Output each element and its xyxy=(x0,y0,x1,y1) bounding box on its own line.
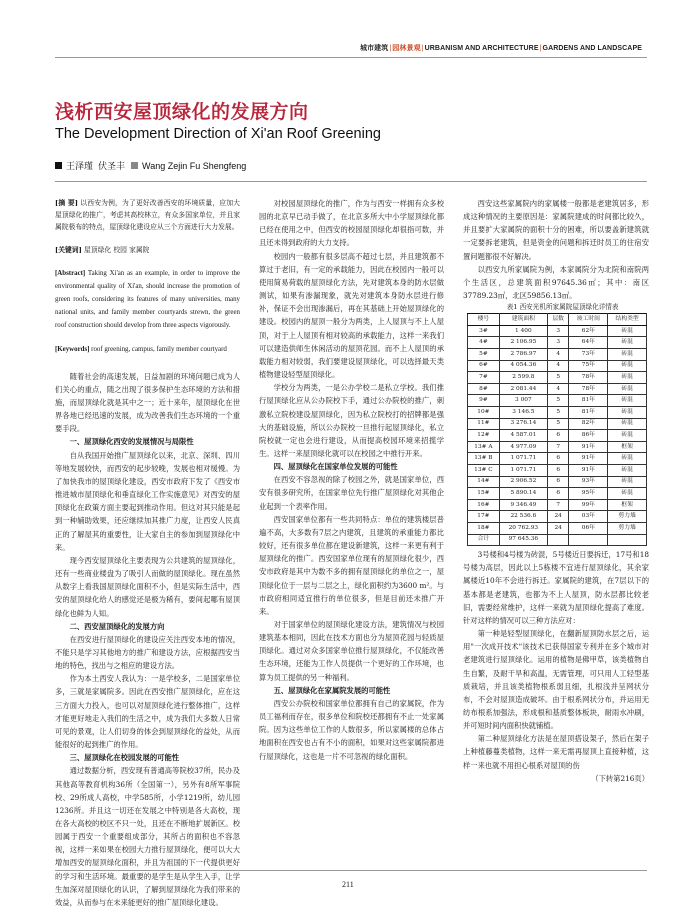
table-cell: 砖混 xyxy=(608,349,647,361)
table-row xyxy=(468,476,647,488)
table-cell: 13# A xyxy=(468,441,500,453)
table-cell: 6 xyxy=(547,453,569,465)
paragraph: 学校分为两类，一是公办学校二是私立学校。我们推行屋顶绿化应从公办院校下手，通过公办院校的推广，刺激私立院校建设屋顶绿化，因为私立院校打的招牌都是强大的基础设施，所以公办院校一旦推行起屋顶绿化，私立院校就一定也会进行建设，从而提高校园环境来招揽学生。这样一来屋顶绿化就可以在校园之中推行开来。 xyxy=(259,383,444,458)
table-row xyxy=(468,511,647,523)
table-cell: 4 587.01 xyxy=(499,430,547,442)
table-cell: 砖混 xyxy=(608,325,647,337)
page-number: 211 xyxy=(342,880,354,889)
table-cell: 18# xyxy=(468,522,500,534)
table-cell: 24 xyxy=(547,522,569,534)
table-cell: 64年 xyxy=(569,337,608,349)
table-cell: 7# xyxy=(468,372,500,384)
table-cell: 剪力墙 xyxy=(608,511,647,523)
abstract-en xyxy=(55,267,240,333)
table-cell: 81年 xyxy=(569,407,608,419)
header-rule xyxy=(55,57,647,58)
data-table xyxy=(467,313,647,546)
table-row xyxy=(468,360,647,372)
authors xyxy=(55,159,246,172)
column-2 xyxy=(259,197,444,761)
abstract-cn xyxy=(55,197,240,234)
table-cell: 2 081.44 xyxy=(499,383,547,395)
table-cell xyxy=(608,534,647,546)
table-row xyxy=(468,383,647,395)
paragraph: 自从我国开始推广屋顶绿化以来，北京、深圳、四川等地发展较快，而西安的起步较晚，发展也相对缓慢。为了加快我市的屋顶绿化建设，西安市政府下发了《西安市推进城市屋顶绿化和垂直绿化工作实施意见》对西安的屋顶绿化在政策方面主要起到推动作用。但这对其只能是起到一种辅助效果，还应继续加其推广力度，让西安人民真正的了解屋其的重要性，让大家自主的参加到屋顶绿化中来。 xyxy=(55,450,240,552)
table-cell: 框架 xyxy=(608,441,647,453)
table-cell: 5 xyxy=(547,418,569,430)
table-cell: 1 071.71 xyxy=(499,464,547,476)
table-cell: 17# xyxy=(468,511,500,523)
table-cell xyxy=(547,534,569,546)
table-cell: 剪力墙 xyxy=(608,522,647,534)
table-header-row xyxy=(468,314,647,326)
table-cell: 14# xyxy=(468,476,500,488)
table-cell: 砖混 xyxy=(608,372,647,384)
paragraph: 西安国家单位都有一些共同特点：单位的建筑楼层普遍不高，大多数有7层之内建筑，且建筑的承重能力都比较好，还有很多单位都在建设新建筑，这样一来更有利于屋顶绿化的推广。西安国家单位现有的屋顶绿化很少，西安市政府是其中为数不多的拥有屋顶绿化的单位之一，屋顶绿化位于一层与二层之上，绿化面积约为3600 m²。与市政府相同适宜推行的单位很多，但是目前还未推广开来。 xyxy=(259,514,444,616)
table-row xyxy=(468,395,647,407)
abstract-cn-text: 以西安为例，为了更好改善西安的环境质量，应加大屋顶绿化的推广，考虑其高校林立，有众多国家单位，并且家属院极布的特点，屋顶绿化建设应从三个方面进行大力发展。 xyxy=(55,199,240,232)
square-bullet-icon xyxy=(131,162,138,169)
table-cell: 7 xyxy=(547,441,569,453)
table-cell: 砖混 xyxy=(608,476,647,488)
header-section-cn-1: 城市建筑 xyxy=(359,45,389,52)
table-cell: 框架 xyxy=(608,499,647,511)
table-cell: 91年 xyxy=(569,453,608,465)
table-cell: 5# xyxy=(468,349,500,361)
table-cell: 4 xyxy=(547,383,569,395)
table-cell: 20 762.93 xyxy=(499,522,547,534)
section-heading-3: 三、屋顶绿化在校园发展的可能性 xyxy=(69,753,180,763)
table-cell: 82年 xyxy=(569,418,608,430)
table-cell: 3 xyxy=(547,337,569,349)
title-rule xyxy=(55,181,647,182)
paragraph: 作为本土西安人我认为：一是学校多，二是国家单位多，三就是家属院多。因此在西安推广屋顶绿化，应在这三方面大力投入，也可以对屋顶绿化进行整体推广，这样才能更好地走入我们的生活之中，成为我们大多数人日常可见的景观，让人们切身的体会到屋顶绿化的益处，从而能很好的起到推广的作用。 xyxy=(55,674,240,750)
table-cell xyxy=(569,534,608,546)
keywords-cn-text: 屋顶绿化 校园 家属院 xyxy=(81,245,150,254)
table-cell: 6 xyxy=(547,430,569,442)
title-en: The Development Direction of Xi'an Roof Greening xyxy=(55,126,381,142)
table-cell: 15# xyxy=(468,488,500,500)
section-heading-5: 五、屋顶绿化在家属院发展的可能性 xyxy=(273,685,391,695)
paragraph: 西安这些家属院内的家属楼一般都是老建筑居多，形成这种情况的主要原因是：家属院建成的时间都比较久，并且要扩大家属院的面积十分的困难，所以要盖新建筑就一定要拆老建筑，但是资金的问题和拆迁时员工的住宿安置问题都很不好解决。 xyxy=(463,199,649,261)
table-cell: 1 400 xyxy=(499,325,547,337)
table-row xyxy=(468,499,647,511)
table-header-cell: 楼号 xyxy=(468,314,500,326)
table-cell: 砖混 xyxy=(608,360,647,372)
table-row xyxy=(468,441,647,453)
continued-note: （下转第216页） xyxy=(591,773,649,783)
table-cell: 95年 xyxy=(569,488,608,500)
table-row xyxy=(468,534,647,546)
square-bullet-icon xyxy=(55,162,62,169)
table-header-cell: 竣工时间 xyxy=(569,314,608,326)
table-cell: 03年 xyxy=(569,511,608,523)
table-cell: 4 977.09 xyxy=(499,441,547,453)
paragraph: 现今西安屋顶绿化主要表现为公共建筑的屋顶绿化，还有一些商业楼盘为了吸引人而做的屋顶绿化。现在虽然从数字上看我国屋顶绿化面积不小，但是实际生活中，西安的屋顶绿化给人的感觉还是极为稀有，要间起哪有屋顶绿化也鲜为人知。 xyxy=(55,555,240,618)
author-cn-1: 王泽瑾 xyxy=(66,161,94,171)
author-cn-2: 伏圣丰 xyxy=(98,161,126,171)
table-cell: 3 146.5 xyxy=(499,407,547,419)
table-row xyxy=(468,407,647,419)
table-row xyxy=(468,453,647,465)
table-cell: 06年 xyxy=(569,522,608,534)
table-cell: 2 906.52 xyxy=(499,476,547,488)
table-cell: 12# xyxy=(468,430,500,442)
table-cell: 砖混 xyxy=(608,430,647,442)
paragraph: 在西安不容忽视的除了校园之外，就是国家单位，西安有很多研究所，在国家单位先行推广屋顶绿化对其他企业起到一个表率作用。 xyxy=(259,475,444,511)
column-1 xyxy=(55,197,240,907)
paragraph: 对校园屋顶绿化的推广，作为与西安一样拥有众多校园的北京早已动手做了，在北京多所大中小学屋顶绿化都已经在使用之中，但西安的校园屋顶绿化却很指可数，并且还未得到政府的大力支持。 xyxy=(259,199,444,248)
table-cell: 6 xyxy=(547,464,569,476)
header-section-en-1: URBANISM AND ARCHITECTURE xyxy=(424,45,539,52)
table-cell: 砖混 xyxy=(608,337,647,349)
table-cell: 1 071.71 xyxy=(499,453,547,465)
table-cell: 24 xyxy=(547,511,569,523)
table-cell: 5 xyxy=(547,395,569,407)
table-cell: 13# C xyxy=(468,464,500,476)
table-caption: 表1 西安光机所家属院屋顶绿化详情表 xyxy=(506,303,619,312)
table-cell: 砖混 xyxy=(608,418,647,430)
table-cell: 73年 xyxy=(569,349,608,361)
table-row xyxy=(468,430,647,442)
paragraph: 校园内一般都有很多层高不超过七层，并且建筑都不算过于老旧，有一定的承载能力，因此在校园内一般可以使用简易荷载的屋顶绿化方法，先对建筑本身的防水层做测试，如果有渗漏现象，就先对建筑本身防水层进行修补，保证不会出现渗漏后，再在其基础上开始屋顶绿化的建设。校园内的屋顶一般分为两类，上人屋顶与不上人屋顶，对于上人屋顶有相对较高的承载能力，这样一来我们可以建造供师生休闲活动的屋顶花园。而不上人屋顶的承载能力相对较弱，我们要建设屋顶绿化，可以选择最天类植物建设轻型屋顶绿化。 xyxy=(259,251,444,380)
paragraph: 第一种是轻型屋顶绿化，在翻新屋顶防水层之后，运用"一次成开技术"该技术已获得国家专利并在多个城市对老建筑进行屋顶绿化。运用的植物是佛甲草，该类植物自生自繁，及耐干旱和高温，无需管理，可只用人工轻型基质栽培，并且该类植物根系弱且细，扎根浅并呈网状分布，不会对屋顶造成破坏。由于根系网状分布，并运用无纺布根系加强法，形成根和基质整体板块，耐雨水冲刷，并可短时间内面积快就铺植。 xyxy=(463,629,649,731)
section-heading-4: 四、屋顶绿化在国家单位发展的可能性 xyxy=(273,462,398,472)
table-cell: 22 536.6 xyxy=(499,511,547,523)
table-cell: 6 xyxy=(547,488,569,500)
keywords-en xyxy=(55,343,240,356)
table-cell: 13# B xyxy=(468,453,500,465)
table-cell: 6 xyxy=(547,476,569,488)
table-header-cell: 层数 xyxy=(547,314,569,326)
table-cell: 8# xyxy=(468,383,500,395)
abstract-en-text: Taking Xi'an as an example, in order to improve the environmental quality of Xi'an, should increase the promotion of green roofs, considering its features of many universities, many national units, and family member courtyards strewn, the green roof construction should develop from three aspects vigorously. xyxy=(55,269,240,330)
table-row xyxy=(468,522,647,534)
table-cell: 4 054.36 xyxy=(499,360,547,372)
table-cell: 91年 xyxy=(569,464,608,476)
keywords-cn xyxy=(55,244,240,257)
section-heading-1: 一、屋顶绿化西安的发展情况与局限性 xyxy=(69,437,194,447)
intro-paragraph: 随着社会的高速发展，日益加剧的环境问题已成为人们关心的重点，随之出现了很多保护生态环境的方法和措施，而屋顶绿化就是其中之一；近十来年，屋顶绿化在世界各地已经迅速的发展，成为改善我们生态环境的一个重要手段。 xyxy=(55,371,240,434)
keywords-en-text: roof greening, campus, family member courtyard xyxy=(89,345,227,353)
table-cell: 97 645.36 xyxy=(499,534,547,546)
table-cell: 砖混 xyxy=(608,395,647,407)
table-cell: 3 276.14 xyxy=(499,418,547,430)
paragraph: 以西安九所家属院为例，本家属院分为北院和南院两个生活区，总建筑面积97645.36㎡；其中：南区37789.23㎡，北区59856.13㎡。 xyxy=(463,264,649,301)
table-cell: 砖混 xyxy=(608,383,647,395)
table-cell: 砖混 xyxy=(608,488,647,500)
keywords-cn-label: [关键词] xyxy=(55,245,82,254)
table-row xyxy=(468,337,647,349)
table-cell: 3 xyxy=(547,325,569,337)
footer-rule xyxy=(55,870,647,871)
paragraph: 对于国家单位的屋顶绿化建设方法，建筑情况与校园建筑基本相同，因此在技术方面也分为屋顶花园与轻质屋顶绿化。通过对众多国家单位推行屋顶绿化，不仅能改善生态环境，还能为工作人员提供一个更好的工作环境，也算为员工提供的另一种福利。 xyxy=(259,620,444,682)
table-cell: 4# xyxy=(468,337,500,349)
table-cell: 2 786.97 xyxy=(499,349,547,361)
table-row xyxy=(468,464,647,476)
table-header-cell: 结构类型 xyxy=(608,314,647,326)
table-cell: 78年 xyxy=(569,383,608,395)
table-row xyxy=(468,418,647,430)
table-cell: 91年 xyxy=(569,441,608,453)
table-row xyxy=(468,325,647,337)
table-cell: 3 007 xyxy=(499,395,547,407)
section-heading-2: 二、西安屋顶绿化的发展方向 xyxy=(69,621,165,631)
table-cell: 7 xyxy=(547,499,569,511)
table-cell: 5 xyxy=(547,372,569,384)
table-cell: 2 106.95 xyxy=(499,337,547,349)
paragraph: 西安公办院校和国家单位都拥有自己的家属院，作为员工福利而存在，很多单位和院校还都拥有不止一处家属院。因为这些单位工作的人数很多，所以家属楼的总体占地面积在西安也占有不小的面积，如果对这些家属院都进行屋顶绿化，这也是一片不可忽视的绿化面积。 xyxy=(259,698,444,761)
paragraph: 通过数据分析，西安现有普通高等院校37所，民办及其他高等教育机构36所（全国第一），另外有8所军事院校、29所成人高校，中学585所，小学1219所，幼儿园1236所。并且这一切还在发展之中特别是各大高校，现在各大高校的校区不只一处，且还在不断地扩展新区。校园属于西安一个重要组成部分，其所占的面积也不容忽视，这样一来如果在校园大力推行屋顶绿化，便可以大大增加西安的屋顶绿化面积，并且为祖国的下一代提供更好的学习和生活环境。最重要的是学生是从学生入手，让学生加深对屋顶绿化的认识，了解到屋顶绿化为我们带来的效益，从而参与在未来能更好的推广屋顶绿化建设。 xyxy=(55,766,240,907)
running-header: 城市建筑|园林景观|URBANISM AND ARCHITECTURE|GARDENS AND LANDSCAPE xyxy=(359,45,642,52)
keywords-en-label: [Keywords] xyxy=(55,345,90,353)
table-cell: 4 xyxy=(547,349,569,361)
table-cell: 62年 xyxy=(569,325,608,337)
paragraph: 3号楼和4号楼为砖混，5号楼近日要拆迁，17号和18号楼为高层，因此以上5栋楼不宜进行屋顶绿化，其余家属楼近10年不会进行拆迁。家属院的建筑，在7层以下的基本都是老建筑，也都为不上人屋顶，防水层都比较老旧，需要经常维护，这样一来就为屋顶绿化提高了难度。针对这样的情况可以三种方法应对： xyxy=(463,550,649,625)
table-cell: 86年 xyxy=(569,430,608,442)
column-3 xyxy=(463,197,649,785)
table-cell: 75年 xyxy=(569,360,608,372)
table-cell: 砖混 xyxy=(608,464,647,476)
table-cell: 81年 xyxy=(569,395,608,407)
paragraph: 第二种屋顶绿化方法是在屋顶搭设架子，然后在架子上种植藤蔓类植物，这样一来无需再屋顶上直接种植，这样一来也就不用担心根系对屋顶的伤 xyxy=(463,734,649,770)
table-cell: 合计 xyxy=(468,534,500,546)
table-cell: 93年 xyxy=(569,476,608,488)
table-cell: 5 890.14 xyxy=(499,488,547,500)
table-header-cell: 建筑面积 xyxy=(499,314,547,326)
table-cell: 99年 xyxy=(569,499,608,511)
table-cell: 11# xyxy=(468,418,500,430)
table-cell: 10# xyxy=(468,407,500,419)
table-row xyxy=(468,488,647,500)
table-row xyxy=(468,349,647,361)
table-row xyxy=(468,372,647,384)
table-cell: 砖混 xyxy=(608,453,647,465)
table-cell: 3# xyxy=(468,325,500,337)
abstract-cn-label: [摘 要] xyxy=(55,199,78,207)
table-cell: 2 599.8 xyxy=(499,372,547,384)
title-cn: 浅析西安屋顶绿化的发展方向 xyxy=(55,101,309,123)
paragraph: 在西安进行屋顶绿化的建设应关注西安本地的情况，不能只是学习其他地方的推广和建设方法，应根据西安当地的特色，找出与之相应的建设方法。 xyxy=(55,634,240,671)
authors-en: Wang Zejin Fu Shengfeng xyxy=(142,161,247,171)
table-cell: 9 346.49 xyxy=(499,499,547,511)
table-cell: 5 xyxy=(547,407,569,419)
table-cell: 4 xyxy=(547,360,569,372)
table-cell: 9# xyxy=(468,395,500,407)
table-cell: 16# xyxy=(468,499,500,511)
table-cell: 砖混 xyxy=(608,407,647,419)
header-section-en-2: GARDENS AND LANDSCAPE xyxy=(542,45,642,52)
header-section-cn-2: 园林景观 xyxy=(392,45,421,52)
table-cell: 78年 xyxy=(569,372,608,384)
table-cell: 6# xyxy=(468,360,500,372)
abstract-en-label: [Abstract] xyxy=(55,269,86,277)
